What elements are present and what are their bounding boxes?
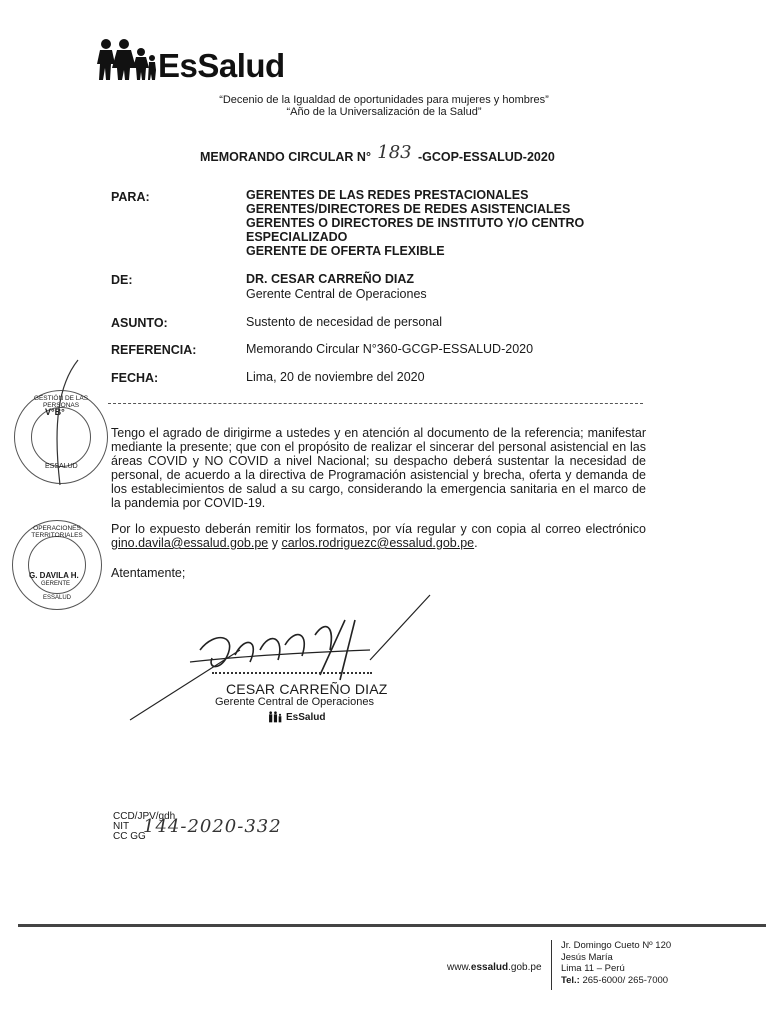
stamp-bottom-text: ESSALUD <box>43 595 72 601</box>
handwritten-signature-icon <box>120 590 440 730</box>
stamp-top-text: GESTIÓN DE LAS PERSONAS <box>33 395 89 409</box>
address-line: Jr. Domingo Cueto Nº 120 <box>561 940 672 951</box>
nit-label: NIT <box>113 821 130 832</box>
signatory-title: Gerente Central de Operaciones <box>215 696 374 708</box>
family-logo-small-icon <box>268 711 284 723</box>
web-prefix: www. <box>447 962 471 973</box>
referencia-value: Memorando Circular N°360-GCGP-ESSALUD-2020 <box>246 342 534 356</box>
decenio-header <box>0 94 768 118</box>
recipient-line: ESPECIALIZADO <box>246 230 348 244</box>
paragraph-2-text: Por lo expuesto deberán remitir los formatos, por vía regular y con copia al correo electrónico <box>111 522 646 536</box>
signature-brand-text: EsSalud <box>286 711 326 723</box>
referencia-label: REFERENCIA: <box>111 343 197 357</box>
paragraph-period: . <box>474 536 478 550</box>
initials-line: CCD/JPV/gdh <box>113 811 176 822</box>
footer-bar <box>18 924 766 927</box>
asunto-label: ASUNTO: <box>111 316 168 330</box>
de-label: DE: <box>111 273 133 287</box>
year-line: “Año de la Universalización de la Salud” <box>286 106 482 118</box>
body-paragraph-1: Tengo el agrado de dirigirme a ustedes y en atención al documento de la referencia; manifestar mediante la presente; que con el propósito de realizar el sincerar del personal asistencial en las áreas COVID y NO COVID a nivel Nacional; su despacho deberá sustentar la necesidad de personal, de acuerdo a la directiva de Programación asistencial y brecha, oferta y demanda de los establecimientos de salud a su cargo, considerando la emergencia sanitaria en el marco de la pandemia por COVID-19. <box>111 426 646 510</box>
brand-name: EsSalud <box>158 47 285 84</box>
recipient-line: GERENTES DE LAS REDES PRESTACIONALES <box>246 188 529 202</box>
tel-value: 265-6000/ 265-7000 <box>579 974 669 986</box>
phone-line <box>561 975 671 987</box>
asunto-value: Sustento de necesidad de personal <box>246 315 442 329</box>
memo-title-suffix: -GCOP-ESSALUD-2020 <box>417 150 555 164</box>
stamp-bottom-text: ESSALUD <box>45 463 78 470</box>
footer-divider <box>551 940 552 990</box>
decenio-line: “Decenio de la Igualdad de oportunidades para mujeres y hombres” <box>219 94 549 106</box>
tel-label: Tel.: <box>561 974 580 986</box>
email-connector: y <box>268 536 282 550</box>
de-title: Gerente Central de Operaciones <box>246 287 427 301</box>
address-line: Lima 11 – Perú <box>561 963 625 974</box>
body-paragraph-2 <box>111 522 646 550</box>
footer-website[interactable] <box>447 962 542 973</box>
memo-title-prefix: MEMORANDO CIRCULAR N° <box>200 150 371 164</box>
memo-number-handwritten: 183 <box>377 142 412 163</box>
para-label: PARA: <box>111 190 150 204</box>
nit-handwritten: 144-2020-332 <box>143 816 282 837</box>
stamp-vb: V°B° <box>45 407 65 417</box>
closing: Atentamente; <box>111 566 186 580</box>
separator-line <box>108 403 643 404</box>
signatory-name: CESAR CARREÑO DIAZ <box>226 681 388 697</box>
stamp-operaciones-territoriales <box>12 520 102 610</box>
signature-dotted-line <box>212 672 372 674</box>
cc-line: CC GG <box>113 831 146 842</box>
email-link-gino[interactable]: gino.davila@essalud.gob.pe <box>111 536 269 550</box>
signature-brand <box>268 711 325 723</box>
initial-scribble-icon <box>48 355 88 495</box>
web-brand: essalud <box>470 962 509 973</box>
email-link-carlos[interactable]: carlos.rodriguezc@essalud.gob.pe <box>281 536 475 550</box>
family-logo-icon <box>96 38 156 82</box>
fecha-label: FECHA: <box>111 371 159 385</box>
stamp-name: G. DAVILA H. <box>29 571 79 580</box>
de-name: DR. CESAR CARREÑO DIAZ <box>246 272 415 286</box>
recipient-line: GERENTES/DIRECTORES DE REDES ASISTENCIALES <box>246 202 571 216</box>
recipient-line: GERENTES O DIRECTORES DE INSTITUTO Y/O CENTRO <box>246 216 585 230</box>
para-recipients <box>246 188 584 258</box>
stamp-role: GERENTE <box>41 581 71 587</box>
footer-address <box>561 940 671 986</box>
fecha-value: Lima, 20 de noviembre del 2020 <box>246 370 425 384</box>
stamp-top-text: OPERACIONES TERRITORIALES <box>31 525 83 539</box>
web-suffix: .gob.pe <box>508 962 542 973</box>
essalud-logo <box>96 36 285 82</box>
address-line: Jesús María <box>561 951 613 963</box>
recipient-line: GERENTE DE OFERTA FLEXIBLE <box>246 244 445 258</box>
memo-title <box>200 142 555 166</box>
